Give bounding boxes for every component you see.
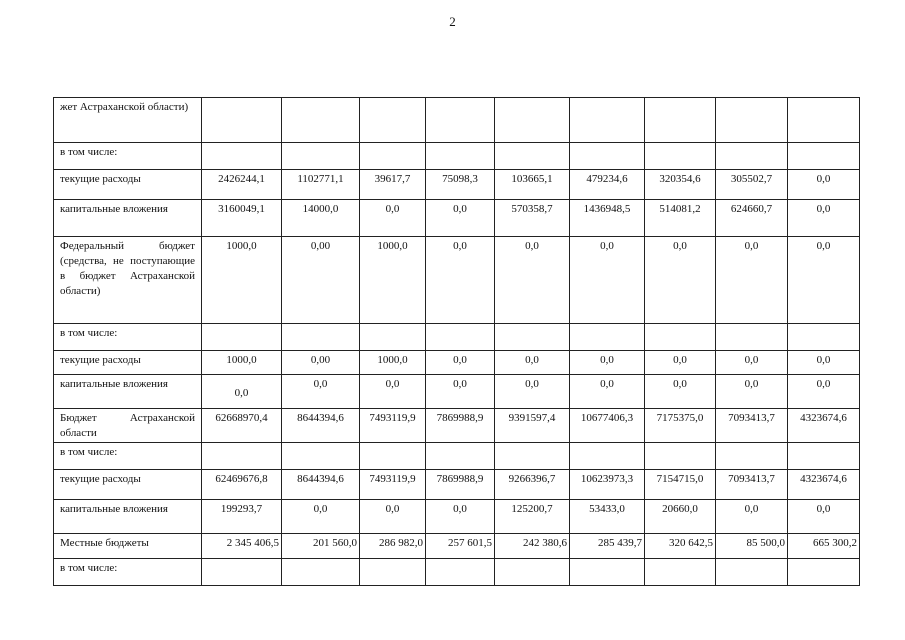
value-cell xyxy=(645,143,716,170)
table-row xyxy=(54,351,860,375)
value-cell xyxy=(788,143,860,170)
value-cell: 7093413,7 xyxy=(716,409,788,443)
table-row xyxy=(54,443,860,470)
value-cell xyxy=(570,324,645,351)
value-cell: 1000,0 xyxy=(202,237,282,324)
value-cell xyxy=(202,443,282,470)
value-cell: 10623973,3 xyxy=(570,470,645,500)
value-cell: 242 380,6 xyxy=(495,534,570,559)
value-cell: 0,0 xyxy=(788,237,860,324)
value-cell xyxy=(426,559,495,586)
value-cell: 75098,3 xyxy=(426,170,495,200)
table-row xyxy=(54,534,860,559)
row-label: капитальные вложения xyxy=(54,375,202,409)
page-number: 2 xyxy=(449,14,456,29)
table-row xyxy=(54,559,860,586)
value-cell: 305502,7 xyxy=(716,170,788,200)
value-cell xyxy=(495,98,570,143)
value-cell: 0,0 xyxy=(426,500,495,534)
value-cell: 4323674,6 xyxy=(788,409,860,443)
value-cell xyxy=(570,559,645,586)
value-cell xyxy=(282,443,360,470)
value-cell: 0,0 xyxy=(426,237,495,324)
value-cell: 479234,6 xyxy=(570,170,645,200)
value-cell: 1436948,5 xyxy=(570,200,645,237)
row-label: в том числе: xyxy=(54,143,202,170)
table-row xyxy=(54,324,860,351)
value-cell: 0,0 xyxy=(788,375,860,409)
value-cell xyxy=(570,443,645,470)
value-cell: 7869988,9 xyxy=(426,409,495,443)
value-cell xyxy=(716,143,788,170)
value-cell: 0,0 xyxy=(426,200,495,237)
value-cell: 62668970,4 xyxy=(202,409,282,443)
value-cell: 8644394,6 xyxy=(282,470,360,500)
value-cell: 125200,7 xyxy=(495,500,570,534)
value-cell: 0,0 xyxy=(426,375,495,409)
value-cell: 2426244,1 xyxy=(202,170,282,200)
table-row xyxy=(54,170,860,200)
value-cell xyxy=(788,559,860,586)
value-cell xyxy=(202,324,282,351)
value-cell: 0,0 xyxy=(570,351,645,375)
value-cell: 0,0 xyxy=(360,375,426,409)
value-cell: 0,0 xyxy=(426,351,495,375)
value-cell: 665 300,2 xyxy=(788,534,860,559)
value-cell: 20660,0 xyxy=(645,500,716,534)
value-cell: 0,0 xyxy=(495,375,570,409)
value-cell xyxy=(426,143,495,170)
value-cell xyxy=(716,559,788,586)
row-label: Местные бюджеты xyxy=(54,534,202,559)
row-label: текущие расходы xyxy=(54,351,202,375)
value-cell xyxy=(426,443,495,470)
value-cell xyxy=(716,324,788,351)
row-label: в том числе: xyxy=(54,324,202,351)
table-row xyxy=(54,143,860,170)
value-cell xyxy=(360,143,426,170)
value-cell: 4323674,6 xyxy=(788,470,860,500)
value-cell xyxy=(360,559,426,586)
value-cell: 320354,6 xyxy=(645,170,716,200)
row-label: в том числе: xyxy=(54,443,202,470)
value-cell xyxy=(788,98,860,143)
budget-table xyxy=(53,97,860,586)
table-row xyxy=(54,98,860,143)
row-label: капитальные вложения xyxy=(54,500,202,534)
value-cell xyxy=(495,324,570,351)
value-cell: 0,0 xyxy=(788,351,860,375)
value-cell: 2 345 406,5 xyxy=(202,534,282,559)
value-cell: 0,0 xyxy=(645,375,716,409)
row-label: Бюджет Астраханской области xyxy=(54,409,202,443)
row-label: жет Астраханской области) xyxy=(54,98,202,143)
row-label: текущие расходы xyxy=(54,170,202,200)
value-cell xyxy=(495,443,570,470)
value-cell: 7493119,9 xyxy=(360,470,426,500)
value-cell: 201 560,0 xyxy=(282,534,360,559)
value-cell: 0,00 xyxy=(282,351,360,375)
value-cell: 624660,7 xyxy=(716,200,788,237)
row-label: в том числе: xyxy=(54,559,202,586)
value-cell xyxy=(716,98,788,143)
value-cell: 570358,7 xyxy=(495,200,570,237)
value-cell: 3160049,1 xyxy=(202,200,282,237)
value-cell: 53433,0 xyxy=(570,500,645,534)
value-cell: 0,0 xyxy=(716,500,788,534)
value-cell: 0,0 xyxy=(202,375,282,409)
value-cell: 0,0 xyxy=(360,200,426,237)
value-cell: 0,0 xyxy=(495,351,570,375)
value-cell: 0,00 xyxy=(282,237,360,324)
value-cell: 0,0 xyxy=(716,351,788,375)
value-cell: 0,0 xyxy=(495,237,570,324)
value-cell xyxy=(495,559,570,586)
value-cell: 8644394,6 xyxy=(282,409,360,443)
value-cell: 7493119,9 xyxy=(360,409,426,443)
table-row xyxy=(54,375,860,409)
table-row xyxy=(54,200,860,237)
value-cell xyxy=(282,143,360,170)
value-cell xyxy=(202,98,282,143)
value-cell xyxy=(570,98,645,143)
value-cell: 7154715,0 xyxy=(645,470,716,500)
value-cell: 1102771,1 xyxy=(282,170,360,200)
value-cell xyxy=(426,324,495,351)
value-cell xyxy=(202,559,282,586)
value-cell xyxy=(645,559,716,586)
value-cell: 7175375,0 xyxy=(645,409,716,443)
row-label: капитальные вложения xyxy=(54,200,202,237)
value-cell xyxy=(282,98,360,143)
value-cell xyxy=(788,324,860,351)
value-cell xyxy=(202,143,282,170)
row-label: текущие расходы xyxy=(54,470,202,500)
value-cell xyxy=(570,143,645,170)
value-cell: 0,0 xyxy=(360,500,426,534)
value-cell: 7869988,9 xyxy=(426,470,495,500)
value-cell: 514081,2 xyxy=(645,200,716,237)
value-cell: 9391597,4 xyxy=(495,409,570,443)
value-cell: 1000,0 xyxy=(360,237,426,324)
value-cell xyxy=(716,443,788,470)
value-cell: 9266396,7 xyxy=(495,470,570,500)
value-cell: 0,0 xyxy=(282,375,360,409)
value-cell: 103665,1 xyxy=(495,170,570,200)
value-cell xyxy=(495,143,570,170)
value-cell: 85 500,0 xyxy=(716,534,788,559)
value-cell xyxy=(360,443,426,470)
value-cell xyxy=(282,559,360,586)
value-cell xyxy=(788,443,860,470)
table-row xyxy=(54,470,860,500)
value-cell: 0,0 xyxy=(282,500,360,534)
value-cell: 0,0 xyxy=(788,170,860,200)
table-row xyxy=(54,237,860,324)
table-row xyxy=(54,409,860,443)
value-cell: 1000,0 xyxy=(360,351,426,375)
value-cell: 0,0 xyxy=(716,375,788,409)
value-cell: 320 642,5 xyxy=(645,534,716,559)
value-cell: 14000,0 xyxy=(282,200,360,237)
value-cell: 62469676,8 xyxy=(202,470,282,500)
value-cell xyxy=(282,324,360,351)
value-cell xyxy=(645,324,716,351)
value-cell: 0,0 xyxy=(788,200,860,237)
value-cell: 39617,7 xyxy=(360,170,426,200)
value-cell: 10677406,3 xyxy=(570,409,645,443)
value-cell: 7093413,7 xyxy=(716,470,788,500)
value-cell xyxy=(360,98,426,143)
value-cell xyxy=(645,98,716,143)
value-cell: 199293,7 xyxy=(202,500,282,534)
value-cell: 0,0 xyxy=(645,351,716,375)
table-row xyxy=(54,500,860,534)
value-cell xyxy=(426,98,495,143)
value-cell: 0,0 xyxy=(570,375,645,409)
value-cell xyxy=(645,443,716,470)
value-cell: 0,0 xyxy=(788,500,860,534)
value-cell: 0,0 xyxy=(716,237,788,324)
value-cell: 0,0 xyxy=(645,237,716,324)
value-cell: 285 439,7 xyxy=(570,534,645,559)
value-cell: 0,0 xyxy=(570,237,645,324)
row-label: Федеральный бюджет (средства, не поступающие в бюджет Астраханской области) xyxy=(54,237,202,324)
value-cell: 257 601,5 xyxy=(426,534,495,559)
value-cell: 286 982,0 xyxy=(360,534,426,559)
value-cell xyxy=(360,324,426,351)
value-cell: 1000,0 xyxy=(202,351,282,375)
